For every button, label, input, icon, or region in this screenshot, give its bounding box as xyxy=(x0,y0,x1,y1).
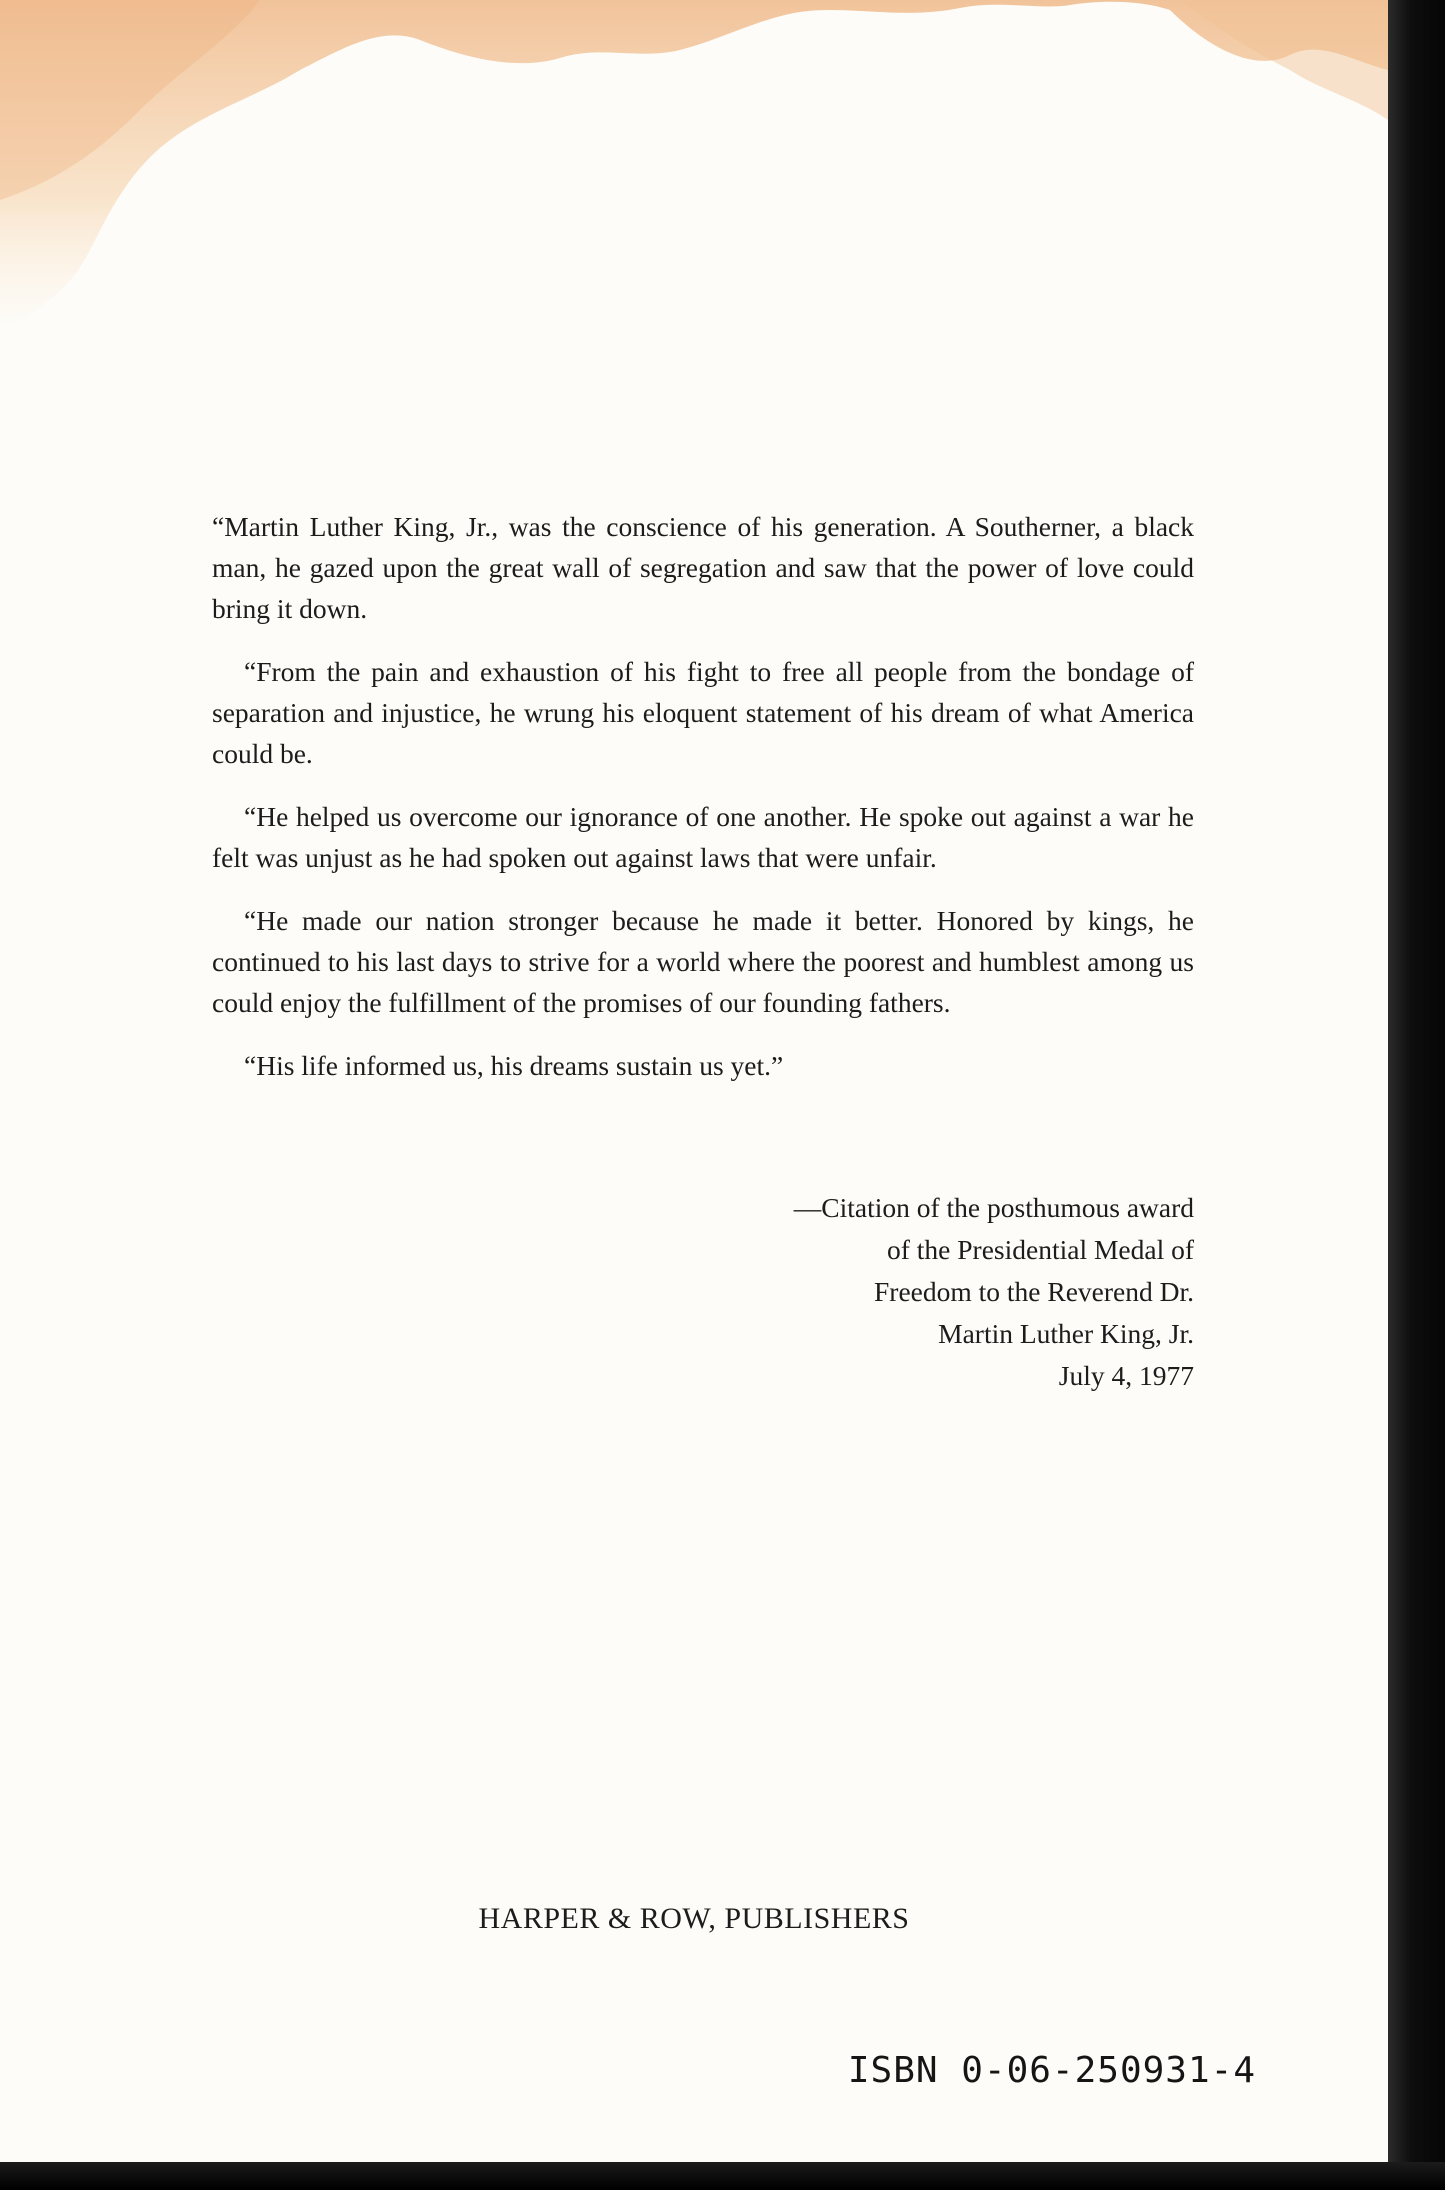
quote-paragraph-3: “He helped us overcome our ignorance of one another. He spoke out against a war he felt was unjust as he had spoken out against laws that were unfair. xyxy=(212,801,1194,873)
citation-quote xyxy=(212,506,1194,1108)
quote-paragraph-4: “He made our nation stronger because he made it better. Honored by kings, he continued to his last days to strive for a world where the poorest and humblest among us could enjoy the fulfillment of the promises of our founding fathers. xyxy=(212,905,1194,1018)
water-stain-decoration xyxy=(0,0,1388,380)
attribution-line-2: of the Presidential Medal of xyxy=(887,1234,1194,1265)
quote-paragraph-1: “Martin Luther King, Jr., was the conscience of his generation. A Southerner, a black man, he gazed upon the great wall of segregation and saw that the power of love could bring it down. xyxy=(212,511,1194,624)
cover-edge-bottom xyxy=(0,2162,1445,2190)
attribution-block xyxy=(794,1187,1194,1397)
attribution-line-1: —Citation of the posthumous award xyxy=(793,1192,1194,1223)
attribution-line-3: Freedom to the Reverend Dr. xyxy=(874,1276,1194,1307)
isbn-number: ISBN 0-06-250931-4 xyxy=(847,2050,1256,2091)
attribution-date: July 4, 1977 xyxy=(1058,1360,1194,1391)
quote-paragraph-2: “From the pain and exhaustion of his fight to free all people from the bondage of separation and injustice, he wrung his eloquent statement of his dream of what America could be. xyxy=(212,656,1194,769)
cover-edge-right xyxy=(1388,0,1445,2190)
attribution-line-4: Martin Luther King, Jr. xyxy=(938,1318,1194,1349)
publisher-name: HARPER & ROW, PUBLISHERS xyxy=(478,1902,910,1935)
quote-paragraph-5: “His life informed us, his dreams sustain us yet.” xyxy=(244,1050,784,1081)
